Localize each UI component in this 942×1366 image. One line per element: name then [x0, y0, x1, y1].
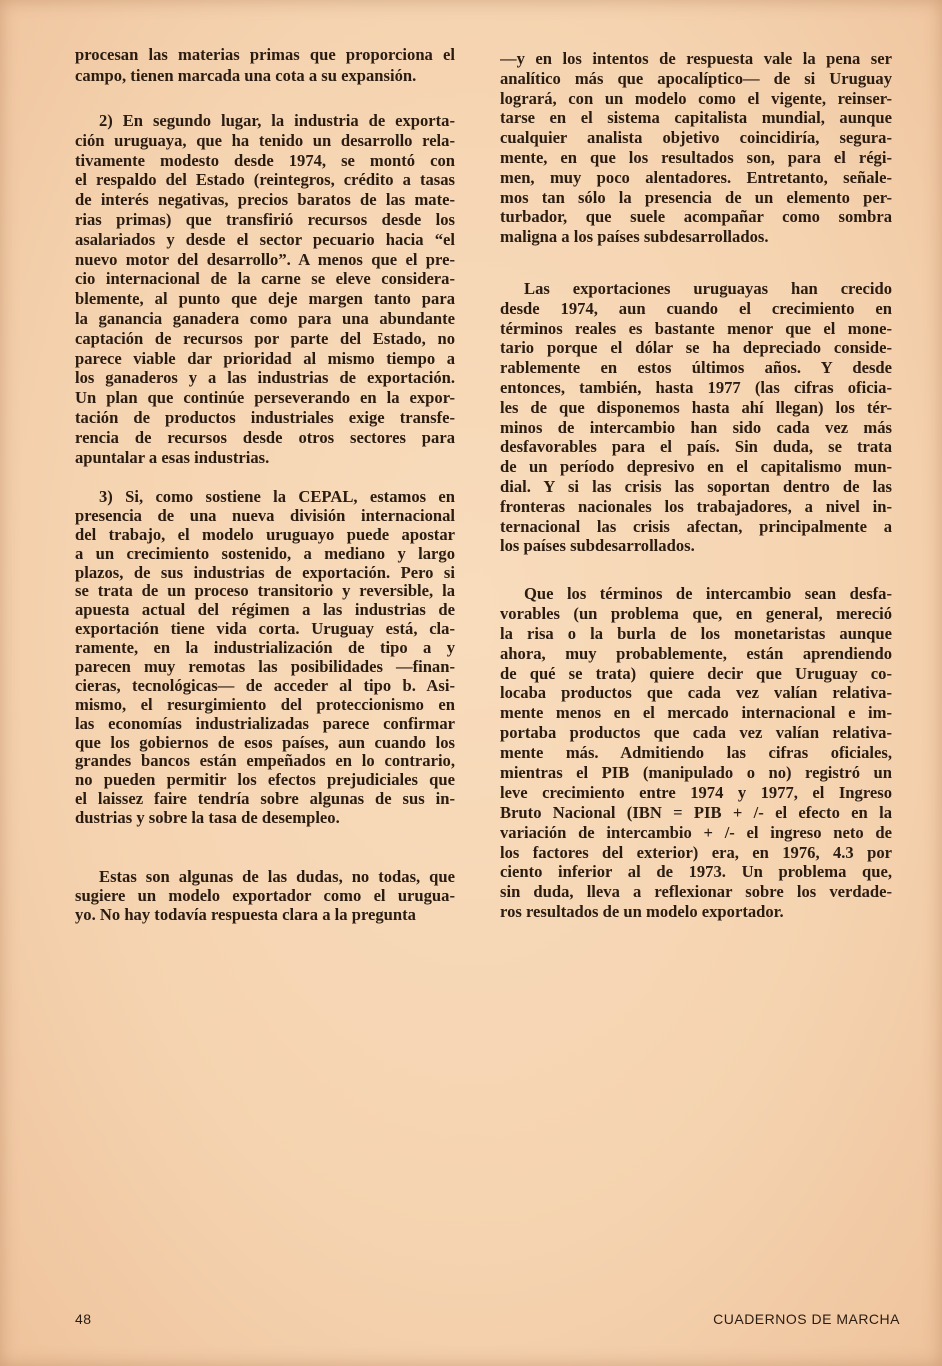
- text-line: locaba productos que cada vez valían relativa-: [500, 683, 892, 703]
- text-line: ternacional las crisis afectan, principalmente a: [500, 516, 892, 536]
- text-line: de qué se trata) quiere decir que Uruguay co-: [500, 663, 892, 683]
- text-line: Que los términos de intercambio sean desfa-: [524, 584, 892, 603]
- text-line: apuntalar a esas industrias.: [75, 447, 270, 467]
- text-line: exportación tiene vida corta. Uruguay está, cla-: [75, 620, 455, 639]
- text-line: la risa o la burla de los monetaristas aunque: [500, 623, 892, 643]
- text-line: men, muy poco alentadores. Entretanto, señale-: [500, 167, 892, 187]
- text-line: cieras, tecnológicas— de acceder al tipo b. Asi-: [75, 676, 455, 695]
- text-line: maligna a los países subdesarrollados.: [500, 227, 769, 247]
- text-line: —y en los intentos de respuesta vale la pena ser: [500, 49, 892, 68]
- text-line: 3) Si, como sostiene la CEPAL, estamos en: [99, 488, 455, 506]
- paragraph: [75, 488, 455, 828]
- paragraph: [500, 584, 892, 922]
- text-line: tario porque el dólar se ha depreciado conside-: [500, 338, 892, 358]
- paragraph: [500, 279, 892, 556]
- text-line: mente, en que los resultados son, para el régi-: [500, 147, 892, 167]
- text-line: el laissez faire tendría sobre algunas de sus in-: [75, 790, 455, 809]
- text-line: asalariados y desde el sector pecuario hacia “el: [75, 229, 455, 249]
- text-line: entonces, también, hasta 1977 (las cifras oficia-: [500, 377, 892, 397]
- text-line: dial. Y si las crisis las soportan dentro de las: [500, 476, 892, 496]
- text-line: mientras el PIB (manipulado o no) registró un: [500, 763, 892, 783]
- text-line: apuesta actual del régimen a las industrias de: [75, 601, 455, 620]
- text-line: mente menos en el mercado internacional e im-: [500, 703, 892, 723]
- paragraph: [75, 111, 455, 467]
- text-line: yo. No hay todavía respuesta clara a la pregunta: [75, 905, 416, 924]
- text-line: mismo, el resurgimiento del proteccionismo en: [75, 695, 455, 714]
- text-line: cualquier analista objetivo coincidiría, segura-: [500, 128, 892, 148]
- text-line: captación de recursos por parte del Estado, no: [75, 328, 455, 348]
- text-line: que los gobiernos de esos países, aun cuando los: [75, 733, 455, 752]
- text-line: dustrias y sobre la tasa de desempleo.: [75, 809, 340, 828]
- paragraph: [500, 49, 892, 247]
- text-line: sin duda, lleva a reflexionar sobre los verdade-: [500, 882, 892, 902]
- text-line: Las exportaciones uruguayas han crecido: [524, 279, 892, 298]
- text-line: los factores del exterior) era, en 1976, 4.3 por: [500, 842, 892, 862]
- text-line: el respaldo del Estado (reintegros, crédito a tasas: [75, 170, 455, 190]
- text-line: Un plan que continúe perseverando en la expor-: [75, 388, 455, 408]
- text-line: ramente, en la industrialización de tipo a y: [75, 639, 455, 658]
- text-line: las economías industrializadas parece confirmar: [75, 714, 455, 733]
- text-line: ahora, muy probablemente, están aprendiendo: [500, 643, 892, 663]
- text-line: portaba productos que cada vez valían relativa-: [500, 723, 892, 743]
- text-line: presencia de una nueva división internacional: [75, 506, 455, 525]
- text-line: minos de intercambio han sido cada vez más: [500, 417, 892, 437]
- text-line: tarse en el sistema capitalista mundial, aunque: [500, 108, 892, 128]
- text-line: fronteras nacionales los trabajadores, a nivel in-: [500, 496, 892, 516]
- text-line: variación de intercambio + /- el ingreso neto de: [500, 822, 892, 842]
- text-line: procesan las materias primas que proporciona el: [75, 45, 455, 64]
- text-line: tación de productos industriales exige transfe-: [75, 407, 455, 427]
- text-line: vorables (un problema que, en general, mereció: [500, 603, 892, 623]
- text-line: blemente, al punto que deje margen tanto para: [75, 289, 455, 309]
- text-line: no pueden permitir los efectos prejudiciales que: [75, 771, 455, 790]
- text-line: términos reales es bastante menor que el mone-: [500, 318, 892, 338]
- text-line: campo, tienen marcada una cota a su expansión.: [75, 66, 417, 85]
- text-line: ciento inferior al de 1973. Un problema que,: [500, 862, 892, 882]
- text-line: del trabajo, el modelo uruguayo puede apostar: [75, 525, 455, 544]
- text-line: sugiere un modelo exportador como el urugua-: [75, 886, 455, 905]
- paragraph: [75, 44, 455, 86]
- publication-name: CUADERNOS DE MARCHA: [713, 1311, 900, 1327]
- text-line: plazos, de sus industrias de exportación. Pero si: [75, 563, 455, 582]
- text-line: de interés negativas, precios baratos de las mate-: [75, 190, 455, 210]
- text-line: los países subdesarrollados.: [500, 536, 695, 556]
- text-line: a un crecimiento sostenido, a mediano y largo: [75, 544, 455, 563]
- text-line: Bruto Nacional (IBN = PIB + /- el efecto en la: [500, 802, 892, 822]
- text-line: leve crecimiento entre 1974 y 1977, el Ingreso: [500, 782, 892, 802]
- text-line: nuevo motor del desarrollo”. A menos que el pre-: [75, 249, 455, 269]
- text-line: mos tan sólo la presencia de un elemento per-: [500, 187, 892, 207]
- page-number: 48: [75, 1311, 92, 1327]
- text-line: Estas son algunas de las dudas, no todas, que: [99, 867, 455, 886]
- text-line: desde 1974, aun cuando el crecimiento en: [500, 298, 892, 318]
- text-line: desfavorables para el país. Sin duda, se trata: [500, 437, 892, 457]
- text-line: cio internacional de la carne se eleve considera-: [75, 269, 455, 289]
- text-line: la ganancia ganadera como para una abundante: [75, 308, 455, 328]
- text-line: rencia de recursos desde otros sectores para: [75, 427, 455, 447]
- paragraph: [75, 867, 455, 924]
- text-line: rias primas) que transfirió recursos desde los: [75, 209, 455, 229]
- text-line: ción uruguaya, que ha tenido un desarrollo rela-: [75, 130, 455, 150]
- text-line: les de que disponemos hasta ahí llegan) los tér-: [500, 397, 892, 417]
- text-line: grandes bancos están empeñados en lo contrario,: [75, 752, 455, 771]
- text-line: rablemente en estos últimos años. Y desde: [500, 358, 892, 378]
- text-line: mente más. Admitiendo las cifras oficiales,: [500, 743, 892, 763]
- text-line: parecen muy remotas las posibilidades —finan-: [75, 658, 455, 677]
- text-line: tivamente modesto desde 1974, se montó con: [75, 150, 455, 170]
- text-line: 2) En segundo lugar, la industria de exporta-: [99, 111, 455, 130]
- text-line: turbador, que suele acompañar como sombra: [500, 207, 892, 227]
- text-line: parece viable dar prioridad al mismo tiempo a: [75, 348, 455, 368]
- text-line: de un período depresivo en el capitalismo mun-: [500, 457, 892, 477]
- text-line: analítico más que apocalíptico— de si Uruguay: [500, 68, 892, 88]
- text-line: ros resultados de un modelo exportador.: [500, 902, 784, 922]
- text-line: se trata de un proceso transitorio y reversible, la: [75, 582, 455, 601]
- text-line: los ganaderos y a las industrias de exportación.: [75, 368, 455, 388]
- text-line: logrará, con un modelo como el vigente, reinser-: [500, 88, 892, 108]
